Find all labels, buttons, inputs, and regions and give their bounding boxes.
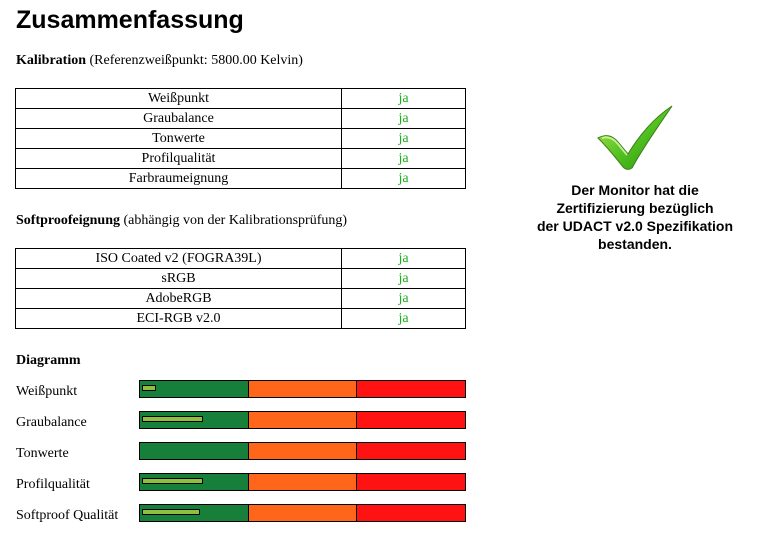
row-label: Graubalance <box>16 109 342 129</box>
diagram-heading-label: Diagramm <box>16 353 81 368</box>
bar-segment-bad <box>357 412 465 428</box>
bar-segment-good <box>140 381 249 397</box>
row-label: ISO Coated v2 (FOGRA39L) <box>16 249 342 269</box>
bar-segment-bad <box>357 505 465 521</box>
row-value: ja <box>342 129 466 149</box>
row-label: Weißpunkt <box>16 89 342 109</box>
row-value: ja <box>342 109 466 129</box>
bar-segment-good <box>140 443 249 459</box>
diagram-label: Tonwerte <box>16 446 69 461</box>
bar-segment-medium <box>249 505 358 521</box>
table-row <box>16 309 466 329</box>
bar-indicator <box>142 509 200 515</box>
bar-segment-medium <box>249 381 358 397</box>
calibration-heading <box>16 52 303 70</box>
softproof-heading-label: Softproofeignung <box>16 213 120 228</box>
bar-segment-bad <box>357 443 465 459</box>
table-row <box>16 129 466 149</box>
quality-bar <box>139 380 466 398</box>
diagram-label: Profilqualität <box>16 477 90 492</box>
table-row <box>16 169 466 189</box>
row-value: ja <box>342 269 466 289</box>
quality-bar <box>139 442 466 460</box>
diagram-label: Weißpunkt <box>16 384 78 399</box>
calibration-heading-label: Kalibration <box>16 53 87 68</box>
verdict-line: Zertifizierung bezüglich <box>556 200 714 216</box>
row-value: ja <box>342 309 466 329</box>
diagram-heading <box>16 352 81 370</box>
table-row <box>16 109 466 129</box>
quality-bar <box>139 411 466 429</box>
calibration-note: (Referenzweißpunkt: 5800.00 Kelvin) <box>89 53 303 68</box>
row-label: AdobeRGB <box>16 289 342 309</box>
bar-segment-medium <box>249 443 358 459</box>
quality-bar <box>139 504 466 522</box>
row-value: ja <box>342 289 466 309</box>
row-value: ja <box>342 249 466 269</box>
bar-segment-medium <box>249 474 358 490</box>
row-label: Profilqualität <box>16 149 342 169</box>
bar-indicator <box>142 416 203 422</box>
bar-segment-bad <box>357 381 465 397</box>
certification-verdict <box>500 181 770 253</box>
bar-indicator <box>142 478 203 484</box>
row-label: sRGB <box>16 269 342 289</box>
softproof-table <box>15 248 466 329</box>
diagram-label: Softproof Qualität <box>16 508 119 523</box>
bar-segment-bad <box>357 474 465 490</box>
verdict-line: der UDACT v2.0 Spezifikation <box>536 218 734 234</box>
row-label: Farbraumeignung <box>16 169 342 189</box>
table-row <box>16 149 466 169</box>
bar-segment-medium <box>249 412 358 428</box>
calibration-table <box>15 88 466 189</box>
row-label: Tonwerte <box>16 129 342 149</box>
diagram-label: Graubalance <box>16 415 87 430</box>
bar-indicator <box>142 385 156 391</box>
verdict-line: bestanden. <box>598 236 672 252</box>
quality-bar <box>139 473 466 491</box>
row-value: ja <box>342 169 466 189</box>
table-row <box>16 289 466 309</box>
row-value: ja <box>342 89 466 109</box>
row-value: ja <box>342 149 466 169</box>
table-row <box>16 249 466 269</box>
softproof-note: (abhängig von der Kalibrationsprüfung) <box>123 213 348 228</box>
table-row <box>16 269 466 289</box>
verdict-line: Der Monitor hat die <box>571 182 699 198</box>
softproof-heading <box>16 212 347 230</box>
table-row <box>16 89 466 109</box>
page-title: Zusammenfassung <box>16 6 244 34</box>
checkmark-icon <box>596 104 674 170</box>
row-label: ECI-RGB v2.0 <box>16 309 342 329</box>
